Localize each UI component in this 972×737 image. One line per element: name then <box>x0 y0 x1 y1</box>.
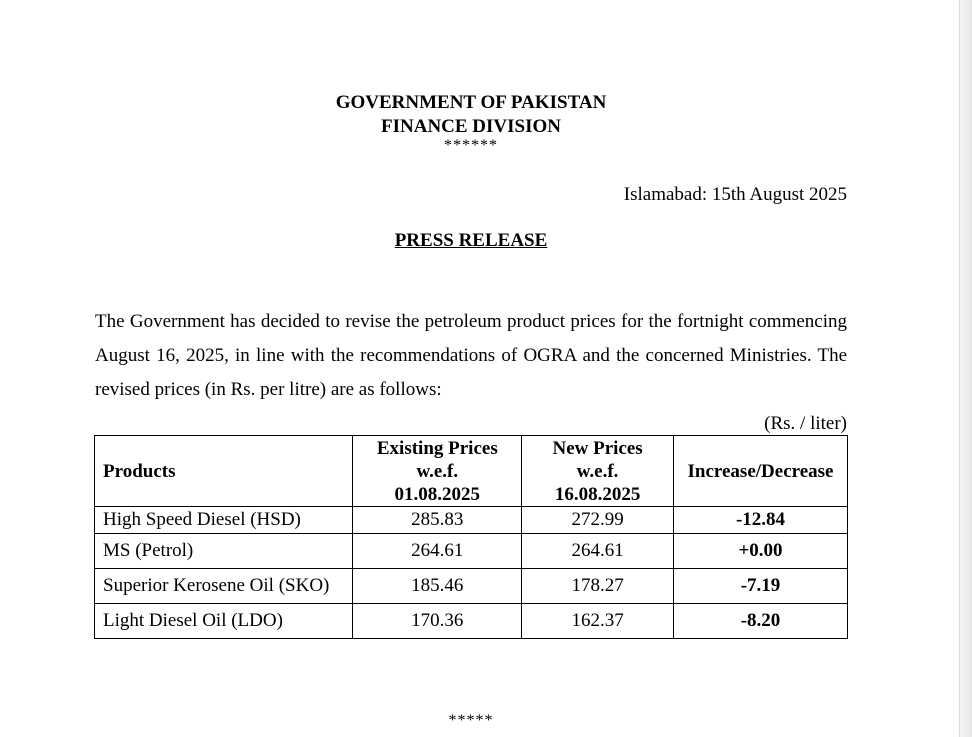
existing-price: 264.61 <box>353 534 522 569</box>
existing-price: 285.83 <box>353 507 522 534</box>
table-header-row <box>95 436 848 507</box>
price-change: -8.20 <box>674 604 848 639</box>
table-row <box>95 569 848 604</box>
header-change: Increase/Decrease <box>674 436 848 507</box>
new-price: 178.27 <box>522 569 674 604</box>
price-change: -12.84 <box>674 507 848 534</box>
header-existing-line1: Existing Prices <box>376 437 498 459</box>
product-name: High Speed Diesel (HSD) <box>95 507 353 534</box>
product-name: MS (Petrol) <box>95 534 353 569</box>
product-name: Superior Kerosene Oil (SKO) <box>95 569 353 604</box>
table-row <box>95 507 848 534</box>
new-price: 272.99 <box>522 507 674 534</box>
existing-price: 170.36 <box>353 604 522 639</box>
table-row <box>95 534 848 569</box>
price-change: +0.00 <box>674 534 848 569</box>
footer-separator: ***** <box>448 712 494 729</box>
header-existing-date: 01.08.2025 <box>394 483 481 505</box>
government-heading: GOVERNMENT OF PAKISTAN <box>335 92 607 113</box>
header-separator: ****** <box>444 137 498 154</box>
division-heading: FINANCE DIVISION <box>381 116 561 137</box>
header-new-line1: New Prices <box>552 437 643 459</box>
header-new-line2: w.e.f. <box>576 460 619 482</box>
new-price: 264.61 <box>522 534 674 569</box>
price-table <box>94 435 848 639</box>
header-new-date: 16.08.2025 <box>554 483 641 505</box>
body-paragraph: The Government has decided to revise the petroleum product prices for the fortnight commencing August 16, 2025, in line with the recommendations of OGRA and the concerned Ministries. The revised prices (in Rs. per litre) are as follows: <box>95 311 847 400</box>
price-change: -7.19 <box>674 569 848 604</box>
product-name: Light Diesel Oil (LDO) <box>95 604 353 639</box>
dateline: Islamabad: 15th August 2025 <box>623 184 847 205</box>
unit-note: (Rs. / liter) <box>764 413 847 434</box>
new-price: 162.37 <box>522 604 674 639</box>
page-edge <box>959 0 972 737</box>
header-new-prices <box>522 436 674 507</box>
header-existing-line2: w.e.f. <box>416 460 459 482</box>
table-row <box>95 604 848 639</box>
header-existing-prices <box>353 436 522 507</box>
document-title: PRESS RELEASE <box>394 230 548 251</box>
existing-price: 185.46 <box>353 569 522 604</box>
header-products: Products <box>95 436 353 507</box>
